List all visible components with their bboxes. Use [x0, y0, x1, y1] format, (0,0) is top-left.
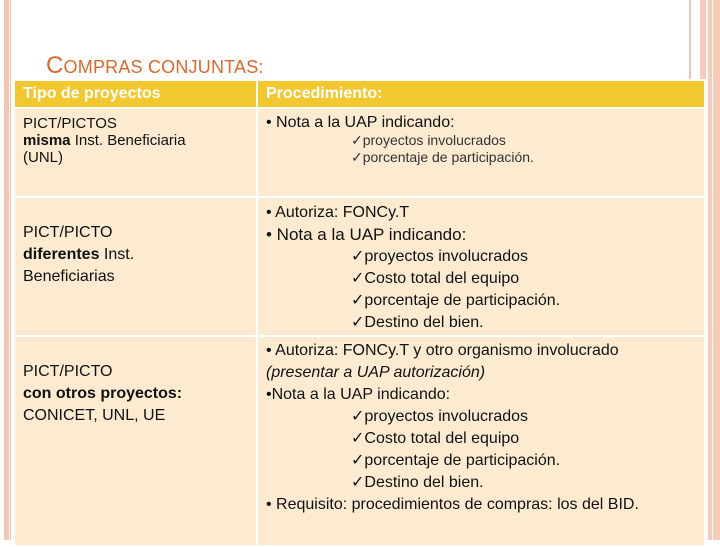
- procurement-table: [13, 79, 706, 547]
- row-type: [14, 336, 257, 546]
- check-item: ✓Costo total del equipo: [351, 430, 520, 447]
- type-line: (UNL): [23, 149, 63, 166]
- row-procedure: [257, 197, 705, 336]
- bullet: • Autoriza: FONCy.T: [266, 204, 410, 221]
- table-row: [14, 336, 705, 546]
- type-line: CONICET, UNL, UE: [23, 407, 166, 424]
- slide-title: COMPRAS CONJUNTAS:: [46, 52, 264, 79]
- left-border-line: [10, 0, 11, 540]
- bullet: •Nota a la UAP indicando:: [266, 386, 451, 403]
- row-procedure: [257, 336, 705, 546]
- bullet: • Nota a la UAP indicando:: [266, 114, 455, 131]
- check-item: ✓proyectos involucrados: [351, 248, 529, 265]
- bullet: • Requisito: procedimientos de compras: los del BID.: [266, 496, 639, 513]
- check-item: ✓Destino del bien.: [351, 474, 484, 491]
- check-item: ✓proyectos involucrados: [351, 132, 506, 148]
- type-line: PICT/PICTO: [23, 224, 113, 241]
- left-border: [4, 0, 9, 540]
- table-row: [14, 197, 705, 336]
- bullet-note: (presentar a UAP autorización): [266, 364, 486, 381]
- check-item: ✓porcentaje de participación.: [351, 292, 561, 309]
- right-border-stripe: [706, 0, 708, 540]
- type-line: Beneficiarias: [23, 268, 115, 285]
- check-item: ✓Destino del bien.: [351, 314, 484, 331]
- type-line: PICT/PICTO: [23, 363, 113, 380]
- bullet: • Nota a la UAP indicando:: [266, 225, 467, 244]
- row-procedure: [257, 108, 705, 197]
- type-line: con otros proyectos:: [23, 385, 183, 402]
- check-item: ✓proyectos involucrados: [351, 408, 529, 425]
- row-type: [14, 197, 257, 336]
- type-line: misma Inst. Beneficiaria: [23, 132, 186, 149]
- right-border-stripe: [712, 0, 713, 540]
- check-item: ✓porcentaje de participación.: [351, 149, 534, 165]
- check-item: ✓Costo total del equipo: [351, 270, 520, 287]
- bullet: • Autoriza: FONCy.T y otro organismo involucrado: [266, 342, 619, 359]
- table-row: [14, 108, 705, 197]
- row-type: [14, 108, 257, 197]
- table-header-row: [14, 80, 705, 108]
- check-item: ✓porcentaje de participación.: [351, 452, 561, 469]
- type-line: diferentes Inst.: [23, 246, 135, 263]
- header-type: Tipo de proyectos: [14, 80, 257, 108]
- type-line: PICT/PICTOS: [23, 115, 117, 132]
- header-procedure: Procedimiento:: [257, 80, 705, 108]
